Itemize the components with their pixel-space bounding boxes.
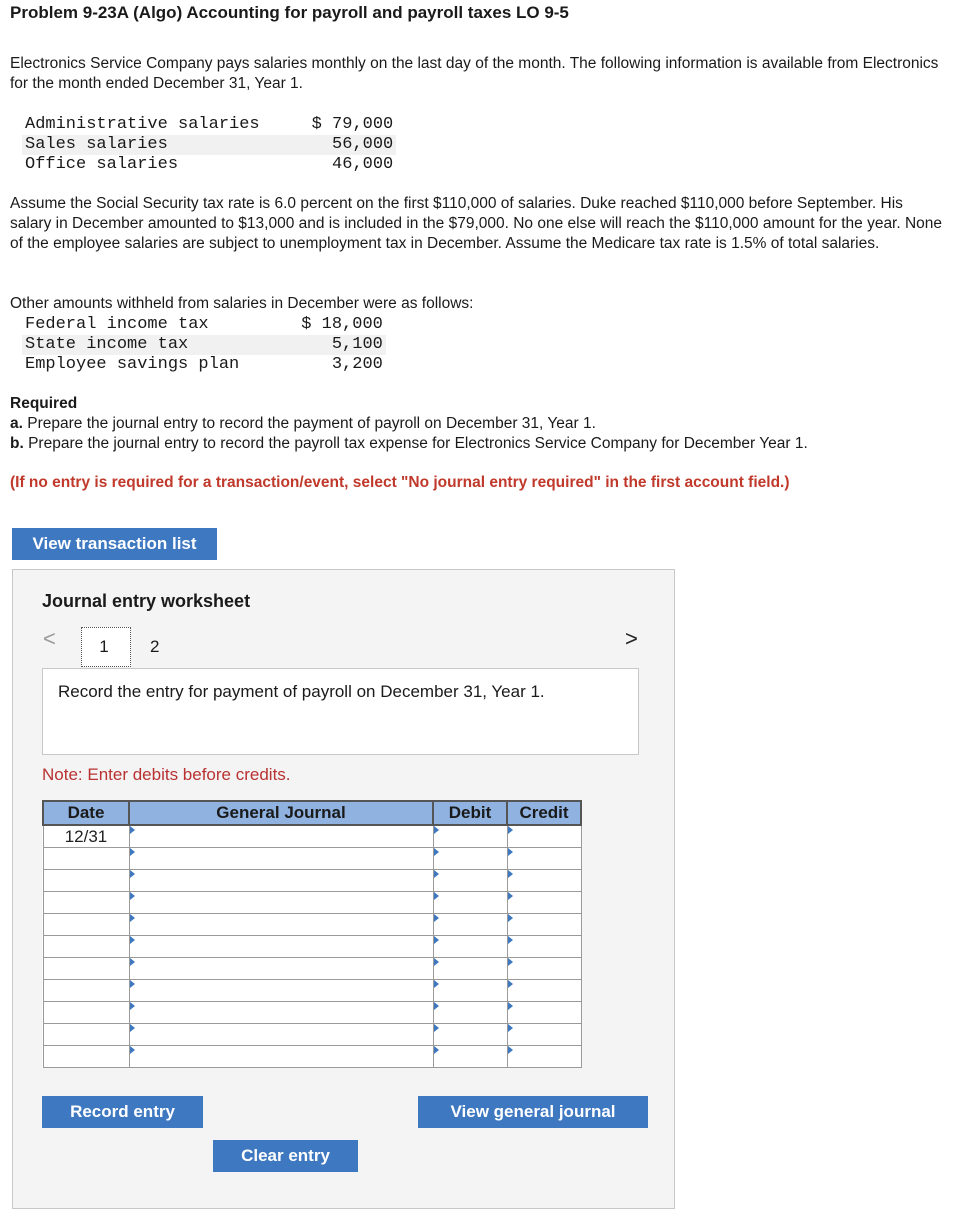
credit-field[interactable]	[507, 914, 581, 936]
credit-field[interactable]	[507, 892, 581, 914]
field-marker-icon	[130, 870, 135, 878]
date-cell	[43, 936, 129, 958]
date-header: Date	[43, 801, 129, 825]
field-marker-icon	[508, 848, 513, 856]
field-marker-icon	[508, 1002, 513, 1010]
withholding-label: Federal income tax	[25, 315, 209, 334]
required-b-prefix: b.	[10, 435, 24, 452]
field-marker-icon	[130, 848, 135, 856]
field-marker-icon	[508, 892, 513, 900]
field-marker-icon	[508, 914, 513, 922]
field-marker-icon	[434, 870, 439, 878]
debit-header: Debit	[433, 801, 507, 825]
clear-entry-button[interactable]: Clear entry	[213, 1140, 358, 1172]
account-field[interactable]	[129, 892, 433, 914]
field-marker-icon	[434, 848, 439, 856]
field-marker-icon	[130, 1046, 135, 1054]
date-cell	[43, 892, 129, 914]
credit-field[interactable]	[507, 825, 581, 848]
intro-text: Electronics Service Company pays salaries monthly on the last day of the month. The following information is available from Electronics for the month ended December 31, Year 1.	[10, 55, 939, 92]
field-marker-icon	[508, 958, 513, 966]
credit-field[interactable]	[507, 1002, 581, 1024]
view-general-journal-button[interactable]: View general journal	[418, 1096, 648, 1128]
date-cell	[43, 958, 129, 980]
debit-field[interactable]	[433, 914, 507, 936]
debit-field[interactable]	[433, 892, 507, 914]
credit-field[interactable]	[507, 848, 581, 870]
field-marker-icon	[434, 1046, 439, 1054]
required-b	[10, 434, 945, 454]
problem-title: Problem 9-23A (Algo) Accounting for payroll and payroll taxes LO 9-5	[10, 3, 569, 22]
required-a-text: Prepare the journal entry to record the payment of payroll on December 31, Year 1.	[22, 415, 596, 432]
account-field[interactable]	[129, 870, 433, 892]
journal-table	[42, 800, 582, 1068]
account-field[interactable]	[129, 848, 433, 870]
date-cell	[43, 870, 129, 892]
withholding-label: State income tax	[22, 335, 242, 355]
account-field[interactable]	[129, 1002, 433, 1024]
withholdings-table	[22, 315, 386, 375]
salary-label: Sales salaries	[22, 135, 263, 155]
withholding-label: Employee savings plan	[25, 355, 240, 374]
field-marker-icon	[434, 892, 439, 900]
salary-label: Office salaries	[25, 155, 179, 174]
journal-row	[43, 1046, 581, 1068]
salary-row	[22, 115, 396, 135]
debit-field[interactable]	[433, 980, 507, 1002]
credit-field[interactable]	[507, 958, 581, 980]
salaries-table	[22, 115, 396, 175]
worksheet-title: Journal entry worksheet	[42, 591, 251, 611]
prev-arrow-icon[interactable]: <	[43, 626, 56, 651]
field-marker-icon	[508, 870, 513, 878]
salary-amount: $ 79,000	[311, 115, 394, 134]
field-marker-icon	[508, 936, 513, 944]
date-cell	[43, 1024, 129, 1046]
account-field[interactable]	[129, 825, 433, 848]
required-section	[10, 394, 945, 454]
salary-amount: 46,000	[332, 155, 394, 174]
salary-label: Administrative salaries	[25, 115, 260, 134]
withholding-row	[22, 335, 386, 355]
field-marker-icon	[130, 914, 135, 922]
required-b-text: Prepare the journal entry to record the payroll tax expense for Electronics Service Company for December Year 1.	[23, 435, 808, 452]
no-entry-note: (If no entry is required for a transaction/event, select "No journal entry required" in the first account field.)	[10, 474, 790, 491]
journal-row	[43, 825, 581, 848]
account-field[interactable]	[129, 936, 433, 958]
journal-row	[43, 958, 581, 980]
field-marker-icon	[434, 826, 439, 834]
instruction-box	[42, 668, 639, 755]
instruction-text: Record the entry for payment of payroll on December 31, Year 1.	[58, 682, 545, 701]
next-arrow-icon[interactable]: >	[625, 626, 638, 651]
credit-field[interactable]	[507, 870, 581, 892]
date-cell	[43, 980, 129, 1002]
field-marker-icon	[130, 936, 135, 944]
withheld-intro: Other amounts withheld from salaries in December were as follows:	[10, 295, 474, 312]
page-tab-1[interactable]	[81, 627, 131, 667]
journal-row	[43, 892, 581, 914]
field-marker-icon	[434, 1002, 439, 1010]
journal-row	[43, 1002, 581, 1024]
date-cell	[43, 1002, 129, 1024]
credit-field[interactable]	[507, 936, 581, 958]
journal-row	[43, 980, 581, 1002]
required-a-prefix: a.	[10, 415, 23, 432]
field-marker-icon	[434, 914, 439, 922]
journal-row	[43, 936, 581, 958]
debit-field[interactable]	[433, 1002, 507, 1024]
salary-row	[22, 155, 396, 175]
withholding-row	[22, 355, 386, 375]
field-marker-icon	[130, 980, 135, 988]
withholding-amount: $ 18,000	[301, 315, 383, 334]
journal-row	[43, 914, 581, 936]
date-cell: 12/31	[43, 825, 129, 848]
field-marker-icon	[434, 1024, 439, 1032]
account-field[interactable]	[129, 980, 433, 1002]
debit-field[interactable]	[433, 958, 507, 980]
field-marker-icon	[130, 1024, 135, 1032]
field-marker-icon	[434, 980, 439, 988]
account-field[interactable]	[129, 1024, 433, 1046]
debit-field[interactable]	[433, 936, 507, 958]
salary-amount: 56,000	[309, 135, 397, 155]
debit-field[interactable]	[433, 848, 507, 870]
withholding-amount: 5,100	[298, 335, 386, 355]
field-marker-icon	[508, 1024, 513, 1032]
credit-header: Credit	[507, 801, 581, 825]
credit-field[interactable]	[507, 1024, 581, 1046]
journal-header-row	[43, 801, 581, 825]
account-field[interactable]	[129, 1046, 433, 1068]
page-tab-2[interactable]: 2	[150, 637, 160, 656]
withholding-row	[22, 315, 386, 335]
debit-field[interactable]	[433, 1024, 507, 1046]
account-field[interactable]	[129, 914, 433, 936]
record-entry-button[interactable]: Record entry	[42, 1096, 203, 1128]
field-marker-icon	[434, 936, 439, 944]
general-journal-header: General Journal	[129, 801, 433, 825]
field-marker-icon	[508, 826, 513, 834]
field-marker-icon	[130, 958, 135, 966]
journal-row	[43, 848, 581, 870]
debit-field[interactable]	[433, 870, 507, 892]
credit-field[interactable]	[507, 980, 581, 1002]
debit-field[interactable]	[433, 1046, 507, 1068]
credit-field[interactable]	[507, 1046, 581, 1068]
field-marker-icon	[508, 980, 513, 988]
date-cell	[43, 848, 129, 870]
required-a	[10, 414, 945, 434]
assumptions-text: Assume the Social Security tax rate is 6.0 percent on the first $110,000 of salaries. Duke reached $110,000 before September. His salary in December amounted to $13,000 and is included in the $79,000. No one else will reach the $110,000 amount for the year. None of the employee salaries are subject to unemployment tax in December. Assume the Medicare tax rate is 1.5% of total salaries.	[10, 195, 943, 252]
field-marker-icon	[130, 1002, 135, 1010]
journal-row	[43, 870, 581, 892]
page-tab-1-label: 1	[99, 637, 109, 656]
field-marker-icon	[508, 1046, 513, 1054]
field-marker-icon	[130, 892, 135, 900]
required-heading: Required	[10, 395, 78, 412]
field-marker-icon	[130, 826, 135, 834]
journal-row	[43, 1024, 581, 1046]
debit-field[interactable]	[433, 825, 507, 848]
date-cell	[43, 1046, 129, 1068]
salary-row	[22, 135, 396, 155]
date-cell	[43, 914, 129, 936]
account-field[interactable]	[129, 958, 433, 980]
journal-entry-worksheet	[12, 569, 675, 1209]
debits-note: Note: Enter debits before credits.	[42, 765, 291, 784]
field-marker-icon	[434, 958, 439, 966]
withholding-amount: 3,200	[331, 355, 383, 374]
view-transaction-list-button[interactable]: View transaction list	[12, 528, 217, 560]
